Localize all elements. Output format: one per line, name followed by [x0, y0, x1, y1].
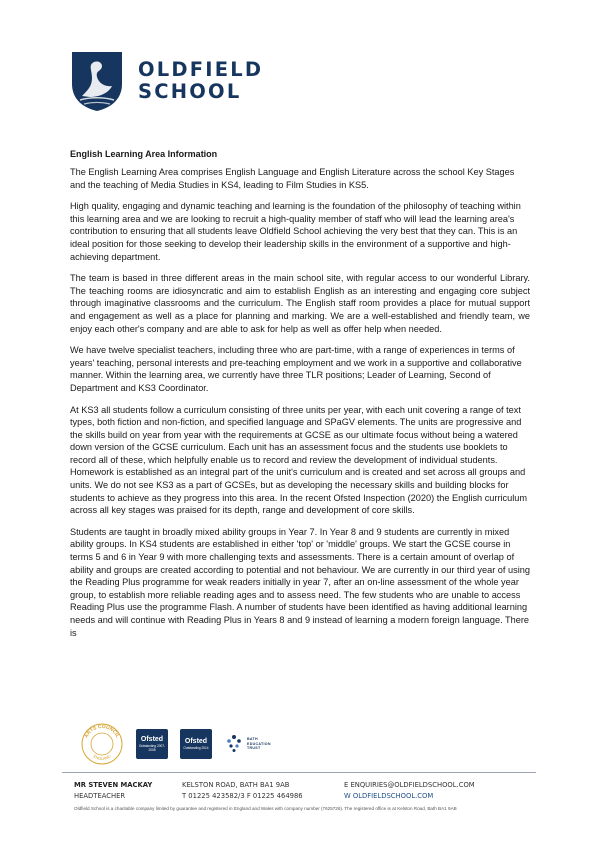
- ofsted-badge: [180, 729, 212, 759]
- paragraph: Students are taught in broadly mixed ability groups in Year 7. In Year 8 and 9 students are currently in mixed ability groups. In KS4 students are established in either 'top' or 'middle' groups. We start the GCSE course in terms 5 and 6 in Year 9 with more challenging texts and assessments. There is a certain amount of overlap of ability and groups are created according to potential and not behaviour. We are currently in our third year of using the Reading Plus programme for weak readers initially in year 7, after an on-line assessment of the whole year group, to establish more reliable reading ages and to assess need. The few students who are unable to access Reading Plus use the programme Flash. A number of students have been identified as having additional learning needs and will continue with Reading Plus in Years 8 and 9 instead of learning a modern foreign language. There is: [70, 526, 530, 638]
- school-name: [138, 59, 263, 103]
- arts-council-logo: [80, 722, 124, 766]
- paragraph: We have twelve specialist teachers, including three who are part-time, with a range of experiences in terms of years' teaching, personal interests and pre-teaching employment and we work in a supportive and collaborative manner. Within the learning area, we currently have three TLR positions; Leader of Learning, Second of Department and KS3 Coordinator.: [70, 345, 522, 393]
- bath-trust-line: EDUCATION: [247, 741, 271, 746]
- footer-divider: [62, 772, 536, 773]
- bath-education-trust-logo: [224, 734, 271, 754]
- website-link[interactable]: W OLDFIELDSCHOOL.COM: [344, 792, 434, 800]
- bath-trust-text: [247, 737, 271, 750]
- arts-council-sub-text: ENGLAND: [92, 753, 112, 762]
- phone-text: T 01225 423582/3 F 01225 464986: [182, 792, 303, 800]
- footer-contact: [344, 780, 475, 802]
- document-heading: English Learning Area Information: [70, 149, 218, 159]
- paragraph: High quality, engaging and dynamic teaching and learning is the foundation of the philosophy of teaching within this learning area and we are looking to recruit a high-quality member of staff who will lead the learning area's contribution to ensuring that all students leave Oldfield School achieving the very best that they can. This is an ideal position for those seeking to develop their leadership skills in the environment of a supportive and high-achieving department.: [70, 201, 521, 262]
- letterhead-header: [70, 50, 263, 112]
- ofsted-sub: Outstanding 2014: [183, 746, 209, 750]
- accreditation-logos: [80, 722, 271, 766]
- bath-trust-line: BATH: [247, 737, 258, 742]
- legal-notice: Oldfield School is a charitable company limited by guarantee and registered in England and Wales with company number (7625726). The registered office is at Kelston Road, Bath BA1 9AB: [74, 806, 457, 811]
- bath-trust-line: TRUST: [247, 746, 261, 751]
- ofsted-name: Ofsted: [184, 738, 208, 745]
- school-name-line2: SCHOOL: [138, 80, 242, 103]
- headteacher-title: HEADTEACHER: [74, 792, 126, 800]
- paragraph: The English Learning Area comprises English Language and English Literature across the school Key Stages and the teaching of Media Studies in KS4, leading to Film Studies in KS5.: [70, 167, 515, 190]
- ofsted-badge: [136, 729, 168, 759]
- svg-text:ARTS COUNCIL: [84, 724, 121, 739]
- arts-council-text: ARTS COUNCIL: [83, 723, 121, 739]
- email-link[interactable]: E ENQUIRIES@OLDFIELDSCHOOL.COM: [344, 781, 475, 789]
- document-body: [70, 148, 530, 648]
- headteacher-name: MR STEVEN MACKAY: [74, 781, 153, 789]
- address-text: KELSTON ROAD, BATH BA1 9AB: [182, 781, 290, 789]
- school-name-line1: OLDFIELD: [138, 58, 264, 81]
- ofsted-name: Ofsted: [140, 736, 164, 743]
- dots-icon: [224, 734, 244, 754]
- swan-crest-icon: [70, 50, 124, 112]
- ofsted-sub: Outstanding 2007-2008: [138, 744, 166, 752]
- paragraph: At KS3 all students follow a curriculum consisting of three units per year, with each unit covering a range of text types, both fiction and non-fiction, and specified language and SPaGV elements. The units are progressive and the skills build on year from year with the requirements at GCSE as our ultimate focus without being a watered down version of the GCSE curriculum. Each unit has an assessment focus and the students use booklets to record all of these, which helpfully enable us to record and review the development of individual students. Homework is established as an integral part of the unit's curriculum and is created and set across all groups and units. We do not see KS3 as a part of GCSEs, but as developing the necessary skills and building blocks for students to achieve as they progress into this area. In the recent Ofsted Inspection (2020) the English curriculum across all key stages was praised for its depth, range and development of core skills.: [70, 404, 528, 516]
- footer-address: [182, 780, 303, 802]
- svg-text:ENGLAND: [92, 753, 111, 761]
- footer-headteacher: [74, 780, 152, 802]
- paragraph: The team is based in three different areas in the main school site, with regular access to our wonderful Library. The teaching rooms are idiosyncratic and aim to establish English as an interesting and engaging core subject through imaginative classrooms and the curriculum. The English staff room provides a place for mutual support and engagement as well as a place for planning and marking. We are a well-established and friendly team, we enjoy each other's company and are able to ask for help as well as offer help when needed.: [70, 273, 530, 334]
